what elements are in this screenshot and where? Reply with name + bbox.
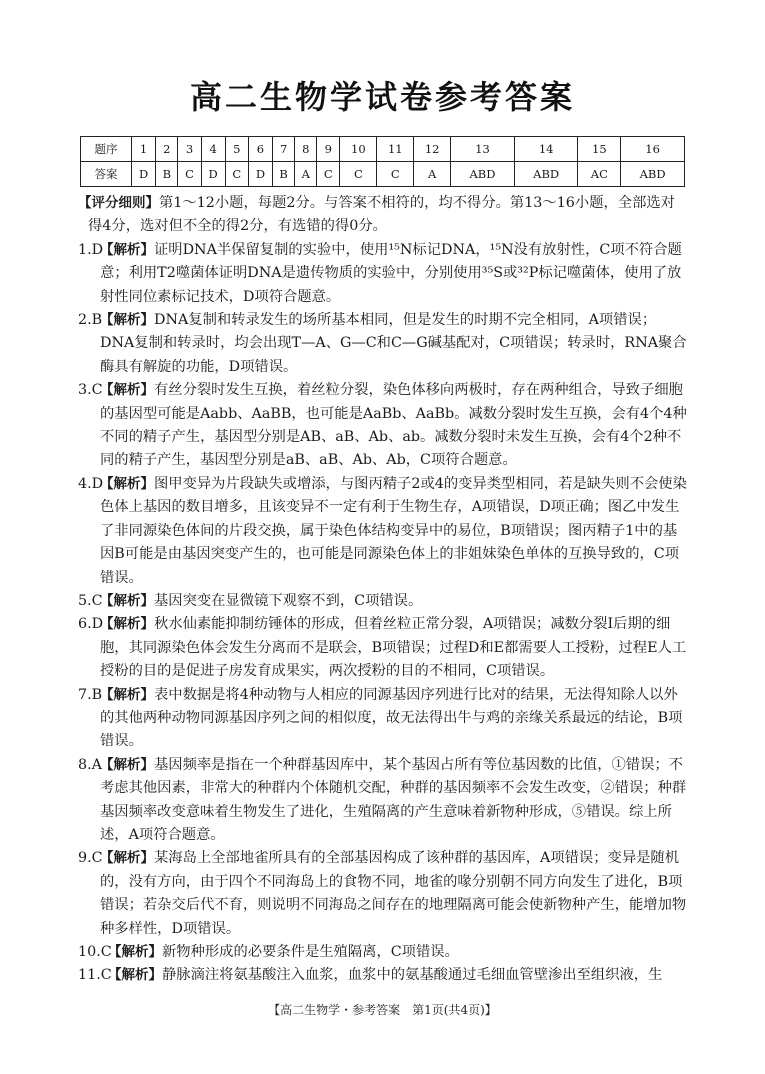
explanation-tag: 【解析】 [100,592,154,609]
page-footer: 【高二生物学・参考答案 第1页(共4页)】 [268,1003,497,1017]
question-number-cell: 8 [295,137,317,162]
scoring-rules-text: 第1～12小题，每题2分。与答案不相符的，均不得分。第13～16小题，全部选对得4分，选对但不全的得2分，有选错的得0分。 [88,195,675,235]
answer-table [80,136,685,187]
question-number-cell: 7 [273,137,295,162]
explanation-text: 基因突变在显微镜下观察不到，C项错误。 [154,592,423,609]
explanation-item [78,964,688,987]
explanation-number: 11.C [78,967,112,984]
explanation-tag: 【解析】 [100,475,154,492]
explanation-body [78,192,688,988]
explanation-text: 有丝分裂时发生互换，着丝粒分裂，染色体移向两极时，存在两种组合，导致子细胞的基因型可能是Aabb、AaBB，也可能是AaBb、AaBb。减数分裂时发生互换，会有4个4种不同的精子产生，基因型分别是AB、aB、Ab、ab。减数分裂时未发生互换，会有4个2种不同的精子产生，基因型分别是aB、aB、Ab、Ab，C项符合题意。 [100,382,687,469]
answer-cell: C [377,162,414,187]
explanation-number: 1.D [78,241,104,258]
explanation-item [78,590,688,613]
explanation-item [78,473,688,590]
explanation-text: 表中数据是将4种动物与人相应的同源基因序列进行比对的结果，无法得知除人以外的其他两种动物同源基因序列之间的相似度，故无法得出牛与鸡的亲缘关系最远的结论，B项错误。 [100,686,683,750]
question-number-cell: 16 [621,137,685,162]
explanation-item [78,684,688,754]
question-number-cell: 10 [340,137,377,162]
explanation-text: 图甲变异为片段缺失或增添，与图丙精子2或4的变异类型相同，若是缺失则不会使染色体上基因的数目增多，且该变异不一定有利于生物生存，A项错误，D项正确；图乙中发生了非同源染色体间的片段交换，属于染色体结构变异中的易位，B项错误；图丙精子1中的基因B可能是由基因突变产生的，也可能是同源染色体上的非姐妹染色单体的互换导致的，C项错误。 [100,475,687,586]
explanation-tag: 【解析】 [100,686,154,703]
explanation-number: 10.C [78,944,112,960]
explanation-text: DNA复制和转录发生的场所基本相同，但是发生的时期不完全相同，A项错误；DNA复制和转录时，均会出现T—A、G—C和C—G碱基配对，C项错误；转录时，RNA聚合酶具有解旋的功能，D项错误。 [100,312,687,375]
explanation-tag: 【解析】 [100,756,154,773]
explanation-number: 3.C [78,382,103,399]
answer-cell: C [225,162,248,187]
question-number-cell: 15 [578,137,621,162]
answer-cell: A [295,162,317,187]
explanation-item [78,941,688,964]
page-title: 高二生物学试卷参考答案 [189,78,575,116]
explanation-number: 4.D [78,475,104,492]
scoring-rules [78,192,688,239]
answer-cell: C [340,162,377,187]
explanation-number: 7.B [78,686,103,703]
answer-cell: ABD [514,162,578,187]
question-number-cell: 13 [451,137,515,162]
answer-table-answer-row [81,162,685,187]
explanation-text: 基因频率是指在一个种群基因库中，某个基因占所有等位基因数的比值，①错误；不考虑其他因素，非常大的种群内个体随机交配，种群的基因频率不会发生改变，②错误；种群基因频率改变意味着生物发生了进化，生殖隔离的产生意味着新物种形成，⑤错误。综上所述，A项符合题意。 [100,756,687,843]
question-number-cell: 6 [248,137,272,162]
explanation-item [78,309,688,379]
row-label-answer: 答案 [81,162,132,187]
explanation-text: 秋水仙素能抑制纺锤体的形成，但着丝粒正常分裂，A项错误；减数分裂Ⅰ后期的细胞，其同源染色体会发生分离而不是联会，B项错误；过程D和E都需要人工授粉，过程E人工授粉的目的是促进子房发育成果实，两次授粉的目的不相同，C项错误。 [100,616,687,680]
answer-cell: D [201,162,225,187]
answer-cell: D [248,162,272,187]
explanation-item [78,239,688,309]
question-number-cell: 11 [377,137,414,162]
explanation-list [78,239,688,988]
explanation-tag: 【解析】 [100,850,154,867]
answer-cell: D [132,162,156,187]
explanation-text: 新物种形成的必要条件是生殖隔离，C项错误。 [162,944,459,960]
explanation-text: 某海岛上全部地雀所具有的全部基因构成了该种群的基因库，A项错误；变异是随机的，没有方向，由于四个不同海岛上的食物不同，地雀的喙分别朝不同方向发生了进化，B项错误；若杂交后代不育，则说明不同海岛之间存在的地理隔离可能会使新物种产生，能增加物种多样性，D项错误。 [100,850,687,937]
explanation-text: 证明DNA半保留复制的实验中，使用¹⁵N标记DNA，¹⁵N没有放射性，C项不符合题意；利用T2噬菌体证明DNA是遗传物质的实验中，分别使用³⁵S或³²P标记噬菌体，使用了放射性同位素标记技术，D项符合题意。 [100,241,682,305]
explanation-number: 6.D [78,616,104,633]
explanation-tag: 【解析】 [108,967,162,984]
question-number-cell: 12 [414,137,451,162]
question-number-cell: 14 [514,137,578,162]
explanation-item [78,379,688,473]
explanation-number: 5.C [78,592,103,609]
question-number-cell: 2 [156,137,178,162]
answer-cell: C [317,162,340,187]
explanation-text: 静脉滴注将氨基酸注入血浆，血浆中的氨基酸通过毛细血管壁渗出至组织液，生 [162,967,663,984]
answer-table-header-row [81,137,685,162]
explanation-tag: 【解析】 [100,382,154,399]
explanation-number: 8.A [78,756,102,773]
explanation-item [78,754,688,848]
explanation-tag: 【解析】 [100,312,154,329]
question-number-cell: 3 [178,137,201,162]
question-number-cell: 9 [317,137,340,162]
question-number-cell: 5 [225,137,248,162]
answer-cell: A [414,162,451,187]
explanation-item [78,613,688,683]
explanation-tag: 【解析】 [108,944,162,960]
question-number-cell: 1 [132,137,156,162]
explanation-number: 2.B [78,312,103,329]
question-number-cell: 4 [201,137,225,162]
answer-cell: B [156,162,178,187]
explanation-number: 9.C [78,850,103,867]
row-label-question-number: 题序 [81,137,132,162]
explanation-item [78,847,688,941]
answer-cell: AC [578,162,621,187]
answer-cell: C [178,162,201,187]
explanation-tag: 【解析】 [100,241,154,258]
answer-cell: B [273,162,295,187]
answer-cell: ABD [451,162,515,187]
scoring-rules-label: 【评分细则】 [78,195,159,211]
answer-cell: ABD [621,162,685,187]
explanation-tag: 【解析】 [100,616,154,633]
